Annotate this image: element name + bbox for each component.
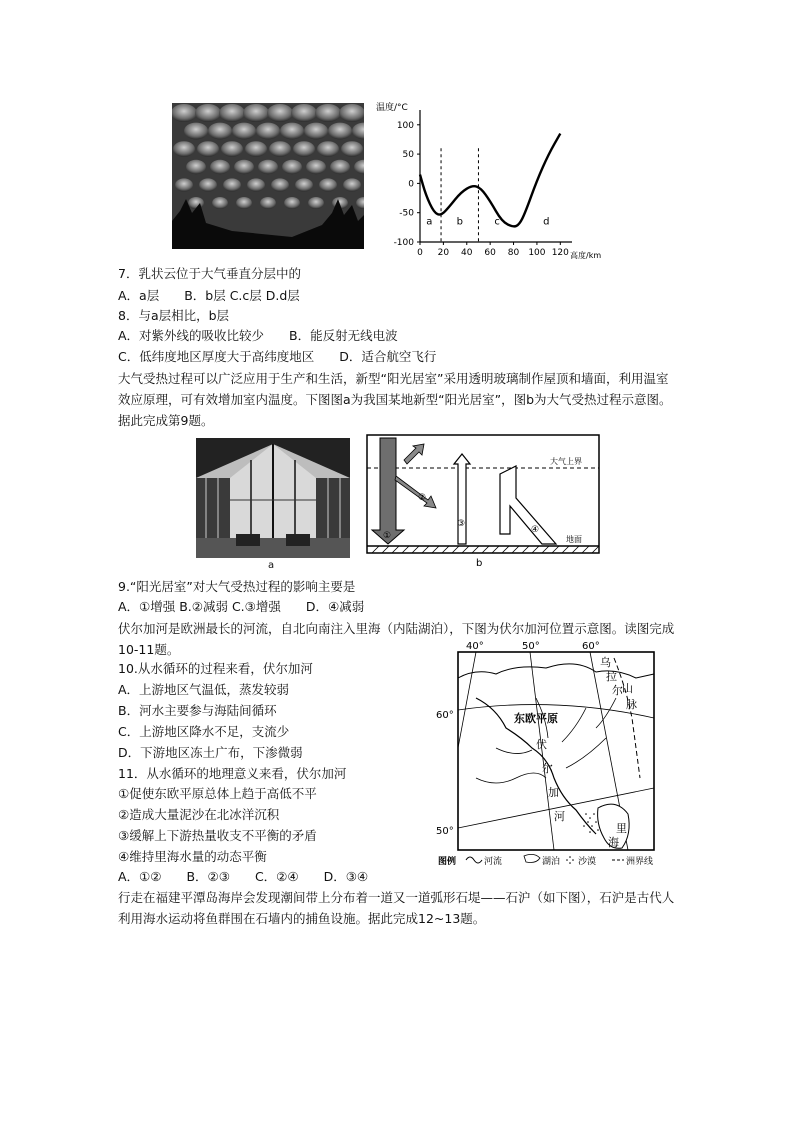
q11-item-3: ③缓解上下游热量收支不平衡的矛盾 <box>118 828 317 843</box>
lon-label-60: 60° <box>582 641 600 652</box>
figure-a-caption: a <box>268 560 275 571</box>
cloud-lobe <box>291 104 317 122</box>
cloud-lobe <box>221 141 243 157</box>
y-tick-label: 100 <box>396 120 414 131</box>
arrow-label-4: ④ <box>531 525 540 535</box>
cloud-lobe <box>315 104 341 122</box>
q11-item-4: ④维持里海水量的动态平衡 <box>118 849 267 864</box>
cloud-lobe <box>328 123 352 140</box>
chart-x-axis-title: 高度/km <box>570 251 602 260</box>
q8-stem: 8．与a层相比，b层 <box>118 308 230 323</box>
legend-river-label: 河流 <box>484 857 503 867</box>
lat-label-50: 50° <box>436 826 454 837</box>
x-tick-label: 0 <box>417 248 423 258</box>
legend-desert-icon <box>566 856 574 864</box>
sunroom-photo <box>196 438 350 558</box>
cloud-lobe <box>295 178 313 191</box>
cloud-lobe <box>319 178 337 191</box>
q10-option-d: D．下游地区冻土广布，下渗微弱 <box>118 745 303 760</box>
q10-option-c: C．上游地区降水不足，支流少 <box>118 724 290 739</box>
cloud-lobe <box>199 178 217 191</box>
cloud-lobe <box>284 197 300 209</box>
map-label-volga-1: 伏 <box>536 738 547 751</box>
q7-options: A．a层 B．b层 C.c层 D.d层 <box>118 288 300 303</box>
map-legend-title: 图例 <box>438 857 457 867</box>
legend-lake-icon <box>524 854 540 862</box>
cloud-lobe <box>232 123 256 140</box>
cloud-lobe <box>173 141 195 157</box>
arrow-label-3: ③ <box>457 519 466 529</box>
y-tick-label: -50 <box>399 208 414 219</box>
x-tick-label: 100 <box>528 248 546 258</box>
q10-option-b: B．河水主要参与海陆间循环 <box>118 703 277 718</box>
y-tick-label: -100 <box>393 238 414 248</box>
q11-options: A．①② B．②③ C．②④ D．③④ <box>118 869 369 884</box>
cloud-lobe <box>212 197 228 209</box>
cloud-lobe <box>330 160 350 174</box>
legend-desert-label: 沙漠 <box>578 857 597 867</box>
lat-label-60: 60° <box>436 710 454 721</box>
volga-river-map <box>436 638 666 870</box>
cloud-lobe <box>197 141 219 157</box>
cloud-lobe <box>175 178 193 191</box>
map-label-caspian-2: 海 <box>608 836 619 849</box>
cloud-lobe <box>234 160 254 174</box>
x-tick-label: 120 <box>551 248 569 258</box>
ground-label: 地面 <box>566 535 582 544</box>
q7-stem: 7．乳状云位于大气垂直分层中的 <box>118 266 301 281</box>
intro-q10-11: 伏尔加河是欧洲最长的河流，自北向南注入里海（内陆湖泊），下图为伏尔加河位置示意图。读图完成10-11题。 <box>118 621 675 657</box>
legend-boundary-label: 洲界线 <box>626 857 654 867</box>
cloud-lobe <box>210 160 230 174</box>
cloud-lobe <box>269 141 291 157</box>
lon-label-40: 40° <box>466 641 484 652</box>
map-label-east-european-plain: 东欧平原 <box>514 712 558 725</box>
cloud-lobe <box>293 141 315 157</box>
cloud-lobe <box>188 197 204 209</box>
cloud-lobe <box>343 178 361 191</box>
x-tick-label: 60 <box>484 248 496 258</box>
map-label-volga-3: 加 <box>548 786 559 799</box>
cloud-lobe <box>271 178 289 191</box>
q9-options: A．①增强 B.②减弱 C.③增强 D．④减弱 <box>118 599 365 614</box>
y-tick-label: 0 <box>408 179 414 190</box>
cloud-lobe <box>208 123 232 140</box>
cloud-lobe <box>339 104 364 122</box>
q11-stem: 11．从水循环的地理意义来看，伏尔加河 <box>118 766 347 781</box>
map-label-volga-2: 尔 <box>542 762 553 775</box>
cloud-lobe <box>258 160 278 174</box>
layer-label-a: a <box>426 216 433 228</box>
cloud-lobe <box>172 104 197 122</box>
map-label-ural-3: 尔 <box>612 684 623 697</box>
mammatus-cloud-photo <box>172 103 364 249</box>
cloud-lobe <box>341 141 363 157</box>
map-label-ural-4: 山 <box>622 682 633 695</box>
cloud-lobe <box>247 178 265 191</box>
lon-label-50: 50° <box>522 641 540 652</box>
cloud-lobe <box>236 197 252 209</box>
cloud-lobe <box>223 178 241 191</box>
temperature-altitude-chart <box>372 100 602 262</box>
x-tick-label: 80 <box>507 248 520 258</box>
arrow-label-2: ② <box>418 493 427 503</box>
q8-options-line1: A．对紫外线的吸收比较少 B．能反射无线电波 <box>118 328 398 343</box>
map-label-ural-1: 乌 <box>600 656 611 669</box>
map-label-caspian-1: 里 <box>616 822 627 835</box>
layer-label-c: c <box>494 216 500 228</box>
cloud-lobe <box>184 123 208 140</box>
cloud-lobe <box>267 104 293 122</box>
legend-river-icon <box>466 857 482 863</box>
cloud-lobe <box>280 123 304 140</box>
x-tick-label: 20 <box>437 248 450 258</box>
arrow-label-1: ① <box>383 531 392 541</box>
cloud-lobe <box>256 123 280 140</box>
cloud-lobe <box>219 104 245 122</box>
layer-label-d: d <box>543 216 550 228</box>
legend-lake-label: 湖泊 <box>542 857 561 867</box>
cloud-lobe <box>308 197 324 209</box>
q10-stem: 10.从水循环的过程来看，伏尔加河 <box>118 661 313 676</box>
intro-q12-13: 行走在福建平潭岛海岸会发现潮间带上分布着一道又一道弧形石堤——石沪（如下图），石沪是古代人利用海水运动将鱼群围在石墙内的捕鱼设施。据此完成12~13题。 <box>118 890 675 926</box>
cloud-lobe <box>245 141 267 157</box>
cloud-lobe <box>186 160 206 174</box>
q8-options-line2: C．低纬度地区厚度大于高纬度地区 D．适合航空飞行 <box>118 349 437 364</box>
cloud-lobe <box>243 104 269 122</box>
q9-stem: 9.“阳光居室”对大气受热过程的影响主要是 <box>118 579 356 594</box>
map-label-volga-4: 河 <box>554 810 565 823</box>
cloud-lobe <box>195 104 221 122</box>
cloud-lobe <box>306 160 326 174</box>
x-tick-label: 40 <box>461 248 473 258</box>
intro-q9: 大气受热过程可以广泛应用于生产和生活，新型“阳光居室”采用透明玻璃制作屋顶和墙面，利用温室效应原理，可有效增加室内温度。下图图a为我国某地新型“阳光居室”，图b为大气受热过程示意图。据此完成第9题。 <box>118 371 672 428</box>
q11-item-2: ②造成大量泥沙在北冰洋沉积 <box>118 807 280 822</box>
map-label-ural-5: 脉 <box>626 698 637 711</box>
cloud-lobe <box>317 141 339 157</box>
figure-b-caption: b <box>476 558 483 568</box>
cloud-lobe <box>282 160 302 174</box>
atmosphere-top-label: 大气上界 <box>550 457 582 466</box>
map-label-ural-2: 拉 <box>606 670 617 683</box>
q10-option-a: A．上游地区气温低，蒸发较弱 <box>118 682 290 697</box>
layer-label-b: b <box>456 216 463 228</box>
y-tick-label: 50 <box>402 150 414 161</box>
q11-item-1: ①促使东欧平原总体上趋于高低不平 <box>118 786 317 801</box>
atmosphere-heating-diagram <box>366 434 600 568</box>
cloud-lobe <box>260 197 276 209</box>
chart-y-axis-title: 温度/°C <box>376 103 408 113</box>
cloud-lobe <box>304 123 328 140</box>
